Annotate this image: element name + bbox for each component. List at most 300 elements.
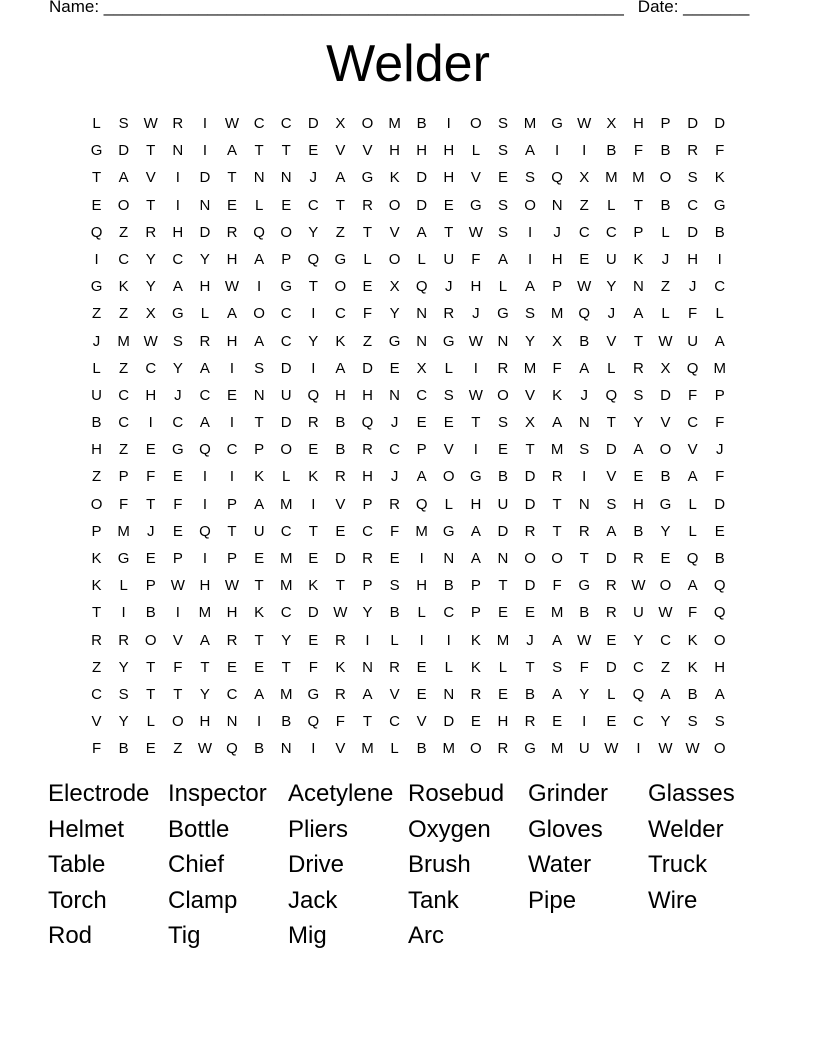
grid-letter: A bbox=[199, 631, 210, 649]
grid-letter: S bbox=[497, 115, 508, 132]
grid-letter: Q bbox=[361, 414, 374, 432]
grid-letter: B bbox=[416, 115, 427, 132]
grid-letter: N bbox=[362, 658, 373, 676]
grid-letter: A bbox=[335, 359, 346, 377]
grid-letter: I bbox=[311, 495, 316, 513]
grid-letter: X bbox=[525, 414, 536, 432]
grid-letter: C bbox=[714, 278, 726, 296]
grid-letter: Q bbox=[307, 386, 320, 404]
grid-letter: H bbox=[470, 278, 482, 296]
grid-letter: K bbox=[335, 332, 346, 350]
grid-row bbox=[83, 739, 733, 766]
grid-letter: I bbox=[582, 468, 587, 486]
grid-letter: O bbox=[551, 550, 563, 567]
grid-letter: X bbox=[416, 359, 427, 377]
grid-letter: B bbox=[579, 604, 590, 622]
grid-letter: B bbox=[335, 441, 346, 459]
grid-row bbox=[83, 603, 733, 630]
grid-letter: Q bbox=[199, 441, 211, 459]
grid-letter: O bbox=[280, 223, 293, 241]
grid-letter: H bbox=[91, 441, 102, 459]
grid-letter: O bbox=[659, 169, 672, 187]
grid-letter: I bbox=[202, 115, 207, 132]
grid-letter: A bbox=[714, 332, 725, 350]
grid-letter: J bbox=[390, 414, 399, 432]
grid-letter: Q bbox=[415, 495, 428, 513]
word-list-item: Mig bbox=[288, 922, 327, 949]
grid-letter: R bbox=[605, 604, 617, 622]
grid-letter: F bbox=[389, 522, 400, 540]
grid-letter: U bbox=[443, 250, 455, 268]
grid-letter: Y bbox=[606, 278, 617, 296]
grid-letter: T bbox=[146, 196, 156, 214]
grid-letter: A bbox=[172, 278, 183, 296]
grid-letter: T bbox=[498, 577, 508, 595]
grid-letter: M bbox=[523, 359, 537, 377]
grid-letter: F bbox=[362, 305, 373, 323]
grid-letter: D bbox=[660, 386, 671, 404]
word-list-item: Tig bbox=[168, 922, 201, 949]
grid-letter: C bbox=[118, 250, 130, 268]
word-list-item: Table bbox=[48, 851, 106, 878]
grid-letter: T bbox=[552, 495, 562, 513]
grid-letter: S bbox=[118, 685, 129, 703]
grid-letter: O bbox=[388, 196, 401, 214]
grid-letter: A bbox=[714, 685, 725, 703]
grid-letter: I bbox=[419, 631, 424, 649]
word-list-item: Drive bbox=[288, 851, 345, 878]
grid-letter: H bbox=[443, 169, 455, 187]
grid-letter: Z bbox=[362, 332, 373, 350]
word-list-item: Truck bbox=[648, 851, 708, 878]
grid-letter: H bbox=[416, 142, 428, 160]
grid-letter: F bbox=[119, 495, 129, 513]
grid-letter: A bbox=[254, 250, 265, 268]
grid-letter: D bbox=[280, 359, 292, 377]
grid-letter: W bbox=[468, 223, 483, 241]
grid-letter: E bbox=[145, 441, 156, 459]
grid-letter: S bbox=[389, 577, 400, 595]
grid-letter: H bbox=[362, 386, 373, 404]
grid-letter: E bbox=[254, 550, 265, 567]
grid-letter: E bbox=[416, 685, 427, 703]
grid-letter: X bbox=[335, 115, 346, 132]
grid-letter: T bbox=[146, 495, 156, 513]
grid-letter: X bbox=[579, 169, 590, 187]
grid-letter: F bbox=[146, 468, 156, 486]
grid-letter: O bbox=[470, 740, 482, 758]
grid-letter: U bbox=[605, 250, 617, 268]
grid-letter: C bbox=[578, 223, 590, 241]
grid-letter: C bbox=[172, 250, 184, 268]
grid-letter: E bbox=[416, 658, 427, 676]
word-list-item: Water bbox=[528, 851, 592, 878]
grid-letter: N bbox=[633, 278, 644, 296]
grid-letter: C bbox=[226, 685, 238, 703]
grid-letter: K bbox=[687, 658, 698, 676]
grid-letter: C bbox=[605, 223, 617, 241]
grid-letter: L bbox=[444, 495, 453, 513]
grid-letter: Y bbox=[362, 604, 373, 622]
grid-letter: T bbox=[227, 522, 237, 540]
grid-letter: Y bbox=[172, 359, 183, 377]
grid-letter: I bbox=[202, 550, 207, 567]
grid-letter: E bbox=[362, 278, 373, 296]
grid-letter: R bbox=[362, 441, 373, 459]
grid-letter: C bbox=[280, 115, 292, 132]
grid-letter: K bbox=[552, 386, 563, 404]
grid-letter: O bbox=[524, 196, 536, 214]
grid-letter: H bbox=[199, 278, 211, 296]
grid-letter: B bbox=[579, 332, 590, 350]
grid-letter: Q bbox=[307, 250, 320, 268]
grid-letter: B bbox=[389, 604, 400, 622]
grid-letter: T bbox=[173, 685, 183, 703]
grid-letter: M bbox=[117, 522, 130, 540]
grid-letter: C bbox=[91, 685, 102, 703]
grid-letter: M bbox=[361, 740, 374, 758]
grid-letter: P bbox=[254, 441, 265, 459]
word-list-item: Welder bbox=[648, 815, 724, 843]
grid-letter: L bbox=[688, 522, 697, 540]
grid-letter: T bbox=[254, 142, 264, 160]
grid-letter: N bbox=[497, 550, 509, 567]
grid-letter: G bbox=[90, 278, 103, 296]
grid-letter: T bbox=[579, 550, 589, 567]
grid-letter: O bbox=[713, 631, 726, 649]
grid-letter: A bbox=[362, 685, 373, 703]
grid-letter: V bbox=[335, 495, 346, 513]
grid-letter: M bbox=[279, 495, 293, 513]
grid-letter: E bbox=[633, 468, 644, 486]
grid-letter: Y bbox=[281, 631, 292, 649]
grid-letter: D bbox=[307, 604, 319, 622]
grid-letter: A bbox=[416, 468, 427, 486]
grid-letter: D bbox=[199, 223, 211, 241]
grid-letter: I bbox=[446, 631, 451, 649]
grid-letter: W bbox=[468, 386, 483, 404]
grid-letter: R bbox=[307, 414, 319, 432]
header bbox=[49, 0, 749, 17]
grid-letter: R bbox=[226, 223, 238, 241]
grid-letter: Y bbox=[579, 685, 590, 703]
grid-letter: O bbox=[117, 196, 130, 214]
grid-letter: G bbox=[497, 305, 509, 323]
grid-letter: I bbox=[257, 713, 262, 731]
grid-letter: W bbox=[224, 577, 240, 595]
grid-letter: M bbox=[550, 305, 564, 323]
grid-letter: F bbox=[173, 495, 183, 513]
grid-letter: V bbox=[606, 332, 617, 350]
grid-letter: R bbox=[687, 142, 699, 160]
grid-letter: F bbox=[633, 142, 643, 160]
grid-letter: V bbox=[389, 685, 400, 703]
grid-letter: N bbox=[226, 713, 238, 731]
grid-row bbox=[83, 277, 733, 304]
grid-letter: A bbox=[335, 169, 346, 187]
grid-letter: B bbox=[335, 414, 346, 432]
grid-letter: L bbox=[498, 278, 508, 296]
grid-letter: A bbox=[470, 550, 481, 567]
grid-letter: C bbox=[118, 414, 130, 432]
grid-letter: I bbox=[121, 604, 126, 622]
grid-letter: T bbox=[335, 577, 345, 595]
grid-letter: F bbox=[579, 658, 589, 676]
grid-letter: G bbox=[388, 332, 401, 350]
grid-letter: T bbox=[362, 223, 373, 241]
grid-letter: V bbox=[443, 441, 454, 459]
grid-letter: N bbox=[280, 740, 292, 758]
grid-letter: E bbox=[579, 250, 590, 268]
grid-letter: W bbox=[658, 604, 673, 622]
grid-letter: R bbox=[91, 631, 102, 649]
word-list-item: Oxygen bbox=[408, 815, 491, 843]
grid-letter: E bbox=[389, 359, 400, 377]
grid-letter: N bbox=[497, 332, 509, 350]
grid-letter: O bbox=[659, 441, 672, 459]
grid-letter: B bbox=[714, 550, 725, 567]
grid-letter: H bbox=[633, 495, 644, 513]
grid-letter: P bbox=[633, 223, 644, 241]
grid-letter: D bbox=[416, 196, 428, 214]
grid-letter: N bbox=[253, 169, 265, 187]
grid-letter: E bbox=[308, 631, 319, 649]
grid-letter: D bbox=[605, 658, 617, 676]
grid-letter: Z bbox=[335, 223, 345, 241]
grid-letter: R bbox=[199, 332, 211, 350]
grid-letter: S bbox=[633, 386, 644, 404]
grid-letter: A bbox=[552, 414, 563, 432]
grid-letter: E bbox=[606, 713, 617, 731]
grid-letter: Y bbox=[145, 278, 156, 296]
grid-letter: W bbox=[224, 115, 240, 132]
grid-letter: R bbox=[334, 631, 346, 649]
grid-letter: X bbox=[389, 278, 400, 296]
grid-letter: O bbox=[144, 631, 157, 649]
grid-letter: W bbox=[468, 332, 483, 350]
grid-letter: F bbox=[91, 740, 102, 758]
grid-letter: T bbox=[525, 658, 535, 676]
grid-letter: B bbox=[606, 142, 617, 160]
grid-letter: H bbox=[389, 142, 400, 160]
grid-letter: F bbox=[715, 142, 725, 160]
grid-letter: K bbox=[118, 278, 129, 296]
word-list-item: Electrode bbox=[48, 780, 150, 807]
grid-letter: D bbox=[362, 359, 373, 377]
grid-letter: S bbox=[552, 658, 563, 676]
grid-letter: G bbox=[171, 441, 184, 459]
grid-letter: A bbox=[633, 305, 644, 323]
grid-letter: K bbox=[335, 658, 346, 676]
grid-letter: L bbox=[607, 359, 616, 377]
grid-letter: Q bbox=[90, 223, 103, 241]
grid-letter: H bbox=[470, 495, 482, 513]
grid-letter: S bbox=[606, 495, 617, 513]
word-list-item: Chief bbox=[168, 851, 225, 878]
grid-letter: U bbox=[497, 495, 509, 513]
grid-letter: Z bbox=[91, 468, 102, 486]
grid-letter: C bbox=[443, 604, 455, 622]
grid-letter: R bbox=[633, 359, 644, 377]
grid-letter: I bbox=[202, 142, 207, 160]
grid-letter: F bbox=[688, 604, 698, 622]
grid-letter: V bbox=[687, 441, 698, 459]
grid-letter: C bbox=[660, 631, 671, 649]
grid-letter: T bbox=[254, 414, 264, 432]
grid-letter: E bbox=[389, 550, 400, 567]
grid-letter: W bbox=[577, 278, 592, 296]
grid-letter: R bbox=[470, 685, 482, 703]
grid-letter: D bbox=[497, 522, 509, 540]
grid-letter: Z bbox=[579, 196, 589, 214]
grid-letter: O bbox=[659, 577, 672, 595]
grid-letter: Z bbox=[660, 278, 671, 296]
grid-letter: B bbox=[660, 142, 671, 160]
grid-letter: I bbox=[229, 414, 235, 432]
grid-letter: A bbox=[687, 577, 698, 595]
grid-letter: N bbox=[416, 305, 428, 323]
grid-letter: M bbox=[713, 359, 726, 377]
grid-letter: Z bbox=[119, 359, 129, 377]
grid-letter: E bbox=[308, 142, 319, 160]
grid-letter: Q bbox=[605, 386, 618, 404]
grid-letter: I bbox=[555, 142, 560, 160]
grid-letter: L bbox=[119, 577, 128, 595]
grid-letter: G bbox=[442, 522, 455, 540]
grid-letter: E bbox=[172, 468, 183, 486]
grid-letter: S bbox=[497, 414, 508, 432]
grid-letter: C bbox=[389, 713, 400, 731]
grid-letter: J bbox=[390, 468, 399, 486]
grid-letter: I bbox=[473, 359, 478, 377]
grid-letter: P bbox=[281, 250, 292, 268]
grid-letter: O bbox=[171, 713, 184, 731]
grid-letter: T bbox=[200, 658, 210, 676]
grid-letter: X bbox=[145, 305, 156, 323]
grid-letter: Q bbox=[307, 713, 320, 731]
grid-letter: D bbox=[307, 115, 319, 132]
grid-letter: M bbox=[279, 685, 293, 703]
grid-row bbox=[83, 304, 733, 331]
grid-letter: O bbox=[361, 115, 374, 132]
grid-letter: E bbox=[470, 713, 481, 731]
grid-letter: A bbox=[416, 223, 427, 241]
grid-letter: K bbox=[91, 577, 102, 595]
grid-letter: C bbox=[307, 196, 319, 214]
grid-letter: P bbox=[227, 550, 238, 567]
grid-letter: U bbox=[633, 604, 644, 622]
grid-letter: T bbox=[525, 441, 535, 459]
grid-letter: Q bbox=[713, 577, 726, 595]
grid-letter: O bbox=[253, 305, 265, 323]
grid-letter: N bbox=[389, 386, 400, 404]
word-list bbox=[48, 781, 768, 949]
grid-letter: V bbox=[389, 223, 400, 241]
grid-letter: A bbox=[254, 685, 265, 703]
grid-letter: T bbox=[281, 658, 291, 676]
grid-letter: R bbox=[524, 713, 536, 731]
grid-letter: C bbox=[253, 115, 265, 132]
grid-letter: C bbox=[118, 386, 130, 404]
grid-letter: G bbox=[442, 332, 455, 350]
grid-letter: B bbox=[443, 577, 454, 595]
grid-letter: F bbox=[308, 658, 318, 676]
grid-letter: W bbox=[197, 740, 212, 758]
grid-letter: C bbox=[280, 522, 292, 540]
grid-letter: D bbox=[714, 115, 726, 132]
grid-letter: O bbox=[524, 550, 536, 567]
grid-letter: J bbox=[661, 250, 670, 268]
grid-letter: I bbox=[473, 441, 478, 459]
grid-row bbox=[83, 712, 733, 739]
grid-letter: O bbox=[334, 278, 347, 296]
grid-letter: G bbox=[659, 495, 672, 513]
grid-letter: G bbox=[117, 550, 130, 567]
grid-letter: R bbox=[524, 522, 536, 540]
grid-letter: L bbox=[715, 305, 724, 323]
grid-letter: G bbox=[551, 115, 563, 132]
grid-letter: Q bbox=[686, 550, 699, 567]
grid-letter: P bbox=[470, 604, 481, 622]
grid-letter: E bbox=[497, 685, 508, 703]
grid-letter: R bbox=[362, 550, 373, 567]
grid-letter: G bbox=[171, 305, 184, 323]
grid-row bbox=[83, 359, 733, 386]
grid-letter: H bbox=[145, 386, 157, 404]
grid-letter: H bbox=[334, 386, 346, 404]
grid-letter: K bbox=[633, 250, 644, 268]
word-list-item: Pipe bbox=[528, 886, 577, 914]
grid-letter: Y bbox=[660, 522, 671, 540]
grid-letter: C bbox=[389, 441, 400, 459]
grid-letter: T bbox=[308, 278, 318, 296]
grid-letter: F bbox=[173, 658, 183, 676]
grid-row bbox=[83, 522, 733, 549]
grid-row bbox=[83, 685, 733, 712]
grid-letter: C bbox=[362, 522, 373, 540]
grid-letter: V bbox=[335, 740, 346, 758]
grid-letter: P bbox=[91, 522, 102, 540]
grid-letter: U bbox=[253, 522, 265, 540]
grid-letter: M bbox=[550, 740, 564, 758]
grid-letter: R bbox=[118, 631, 130, 649]
grid-letter: S bbox=[525, 169, 536, 187]
grid-letter: S bbox=[525, 305, 536, 323]
word-search-grid bbox=[83, 114, 733, 767]
grid-letter: A bbox=[227, 142, 238, 160]
grid-letter: O bbox=[470, 115, 482, 132]
grid-letter: L bbox=[444, 658, 453, 676]
grid-letter: I bbox=[202, 468, 207, 486]
grid-letter: P bbox=[416, 441, 427, 459]
grid-row bbox=[83, 495, 733, 522]
grid-letter: L bbox=[417, 250, 426, 268]
grid-letter: J bbox=[526, 631, 534, 649]
grid-letter: L bbox=[390, 740, 399, 758]
grid-letter: B bbox=[525, 685, 536, 703]
grid-letter: Y bbox=[308, 332, 319, 350]
grid-letter: P bbox=[118, 468, 129, 486]
grid-letter: E bbox=[497, 169, 508, 187]
grid-letter: P bbox=[227, 495, 238, 513]
grid-letter: U bbox=[578, 740, 590, 758]
grid-letter: H bbox=[199, 713, 211, 731]
grid-letter: A bbox=[552, 631, 563, 649]
grid-letter: R bbox=[334, 685, 346, 703]
grid-letter: U bbox=[280, 386, 292, 404]
grid-letter: E bbox=[172, 522, 183, 540]
grid-letter: S bbox=[687, 169, 698, 187]
